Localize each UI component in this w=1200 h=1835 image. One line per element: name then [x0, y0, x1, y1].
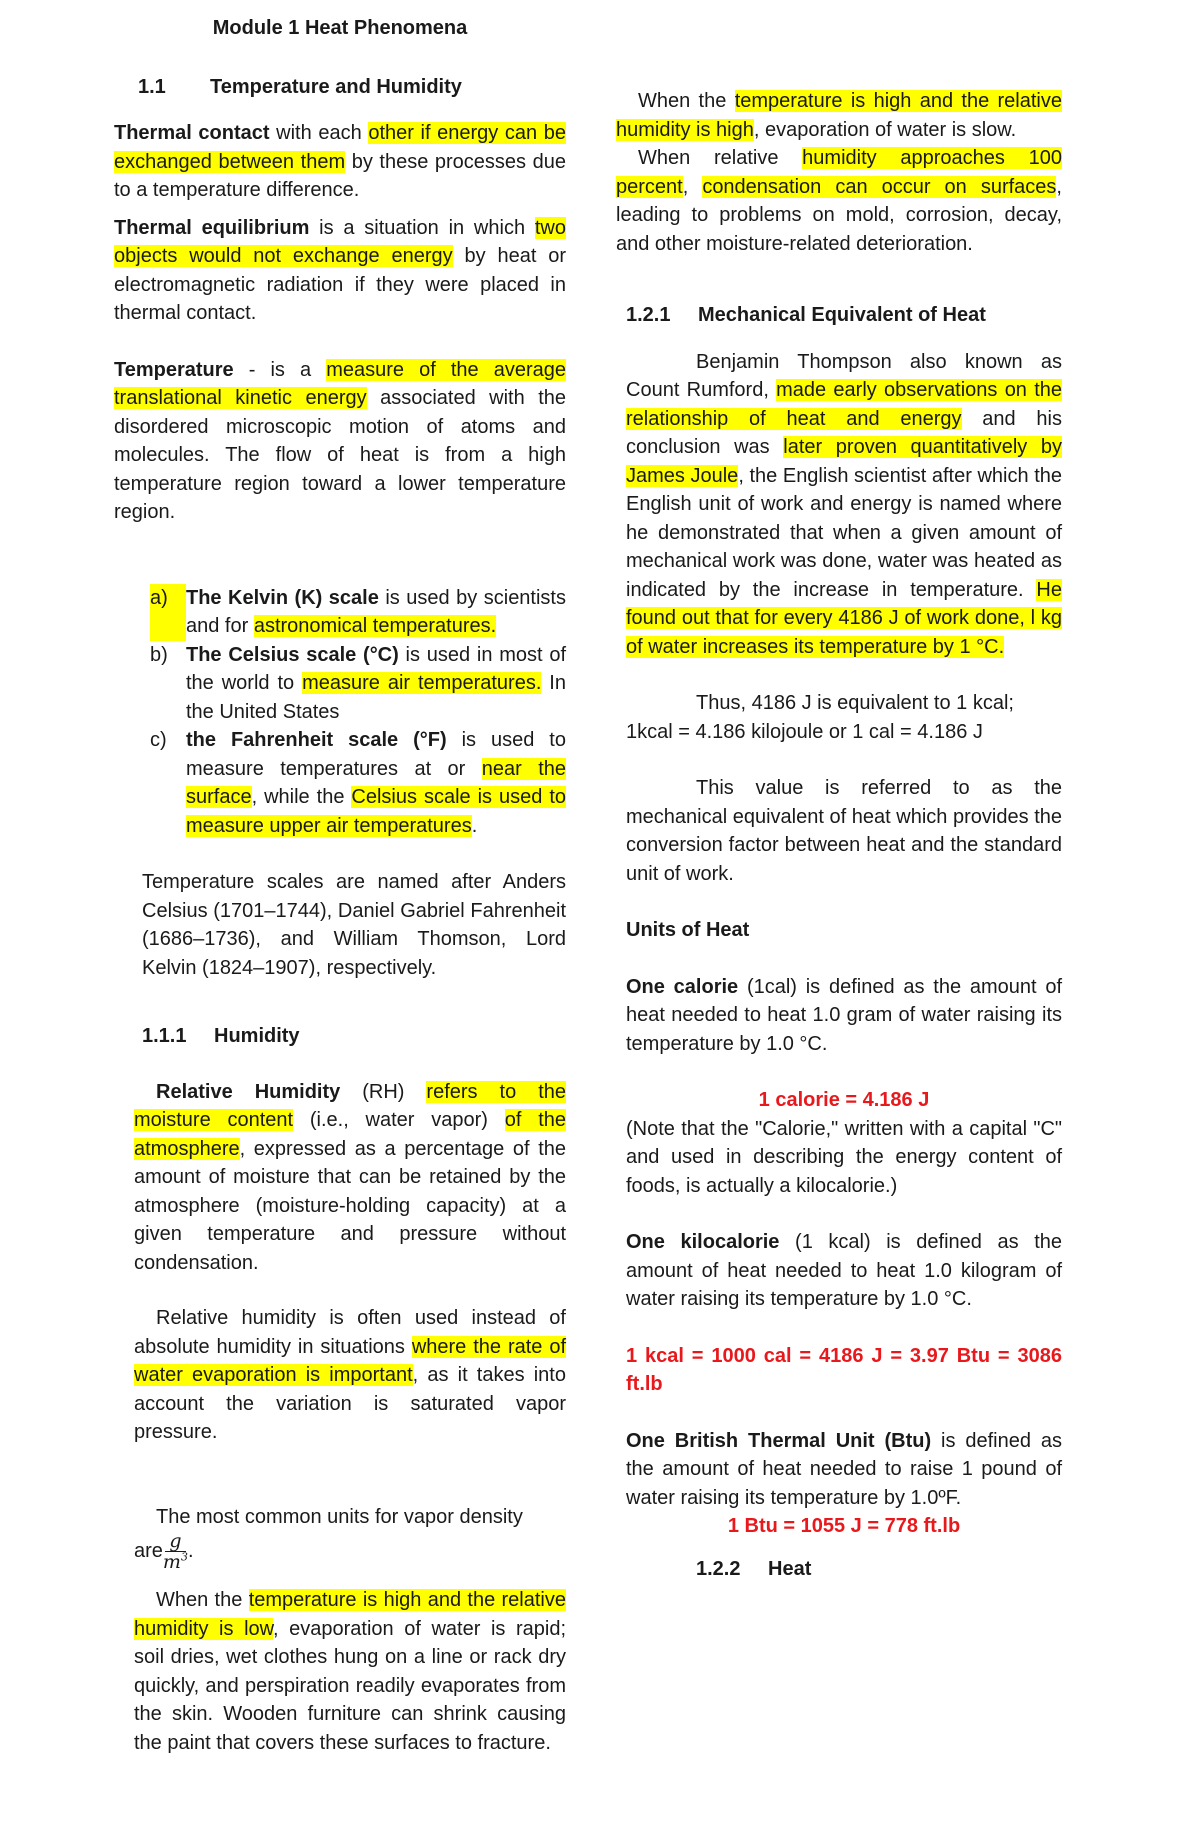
list-marker: b): [150, 643, 168, 666]
term-thermal-equilibrium: Thermal equilibrium: [114, 216, 310, 239]
list-marker: a): [150, 584, 186, 641]
left-column: [114, 14, 566, 1757]
scale-term: The Celsius scale (°C): [186, 643, 399, 666]
highlight: temperature is high and the relative humidity is low: [134, 1589, 566, 1640]
text-span: , while the: [251, 786, 352, 808]
text-span: In the United States: [186, 672, 566, 723]
section-number: 1.2.2: [696, 1557, 741, 1580]
highlight: refers to the moisture content: [134, 1080, 566, 1131]
vapor-density-paragraph: [134, 1503, 566, 1532]
text-span: , leading to problems on mold, corrosion, decay, and other moisture-related deterioration.: [616, 175, 1062, 255]
term-temperature: Temperature: [114, 358, 234, 381]
rh-usage-paragraph: [134, 1304, 566, 1447]
text-span: (RH): [340, 1080, 427, 1103]
text-span: , expressed as a percentage of the amount of moisture that can be retained by the atmosphere (moisture-holding capacity) at a given temperature and pressure without condensation.: [134, 1137, 566, 1274]
term-relative-humidity: Relative Humidity: [156, 1080, 341, 1103]
section-heading-1-2-2: [696, 1555, 1062, 1584]
highlight: other if energy can be exchanged between them: [114, 122, 567, 173]
text-span: (1cal) is defined as the amount of heat needed to heat 1.0 gram of water raising its temperature by 1.0 °C.: [626, 975, 1063, 1055]
units-of-heat-heading: Units of Heat: [626, 919, 750, 941]
units-fraction: [163, 1531, 188, 1572]
text-span: are: [134, 1539, 163, 1562]
highlight: of the atmosphere: [134, 1109, 567, 1160]
highlight: temperature is high and the relative humidity is high: [616, 90, 1062, 141]
approach-100-paragraph: [616, 144, 1062, 258]
highlight: later proven quantitatively by James Joule: [626, 436, 1063, 487]
vapor-density-units: [134, 1531, 566, 1572]
highlight: made early observations on the relationship of heat and energy: [626, 379, 1062, 430]
text-span: (i.e., water vapor): [293, 1109, 505, 1131]
term-one-calorie: One calorie: [626, 975, 739, 998]
text-span: associated with the disordered microscopic motion of atoms and molecules. The flow of heat is from a high temperature region toward a lower temperature region.: [114, 387, 567, 523]
section-number: 1.1.1: [142, 1025, 187, 1047]
right-column: [616, 14, 1063, 1583]
section-number: 1.1: [138, 75, 166, 98]
section-title: Heat: [768, 1557, 812, 1580]
one-calorie-paragraph: [626, 973, 1062, 1059]
text-span: ,: [682, 175, 703, 198]
text-span: Benjamin Thompson also known as Count Rumford,: [626, 350, 1062, 401]
highlight: measure air temperatures.: [302, 672, 542, 694]
text-span: and his conclusion was: [626, 407, 1062, 458]
text-span: , the English scientist after which the English unit of work and energy is named where he demonstrated that when a given amount of mechanical work was done, water was heated as indicated by the increase in temperature.: [626, 464, 1062, 601]
scale-term: The Kelvin (K) scale: [186, 586, 379, 609]
text-span: is used by scientists and for: [186, 586, 566, 637]
term-one-kilocalorie: One kilocalorie: [626, 1231, 780, 1253]
highlight: He found out that for every 4186 J of work done, l kg of water increases its temperature by 1 °C.: [626, 578, 1062, 658]
relative-humidity-paragraph: [134, 1078, 566, 1278]
scales-named-paragraph: Temperature scales are named after Anders Celsius (1701–1744), Daniel Gabriel Fahrenheit (1686–1736), and William Thomson, Lord Kelvin (1824–1907), respectively.: [142, 871, 566, 979]
section-heading-1-1-1: [142, 1022, 566, 1051]
text-span: When the: [156, 1589, 249, 1611]
section-number: 1.2.1: [626, 304, 671, 326]
temperature-scales-list: [150, 584, 566, 841]
text-span: - is a: [233, 358, 327, 381]
btu-equation: 1 Btu = 1055 J = 778 ft.lb: [727, 1515, 961, 1537]
list-marker: c): [150, 729, 167, 751]
btu-paragraph: [626, 1427, 1062, 1513]
list-item-celsius: [150, 641, 566, 727]
text-span: , evaporation of water is rapid; soil dries, wet clothes hung on a line or rack dry quickly, and perspiration readily evaporates from the skin. Wooden furniture can shrink causing the paint that covers these surfaces to fracture.: [134, 1617, 567, 1754]
section-heading-1-1: [138, 73, 566, 102]
term-thermal-contact: Thermal contact: [114, 122, 270, 144]
low-humidity-paragraph: [134, 1586, 566, 1757]
kcal-equation: 1 kcal = 1000 cal = 4186 J = 3.97 Btu = 3086 ft.lb: [626, 1344, 1062, 1395]
calorie-equation: 1 calorie = 4.186 J: [758, 1089, 930, 1111]
section-title: Mechanical Equivalent of Heat: [698, 304, 986, 326]
list-item-fahrenheit: [150, 726, 566, 840]
module-title: Module 1 Heat Phenomena: [212, 17, 468, 39]
list-item-text: [186, 584, 566, 641]
text-span: with each: [269, 122, 369, 144]
highlight: humidity approaches 100 percent: [616, 147, 1062, 198]
highlight: two objects would not exchange energy: [114, 216, 566, 267]
fraction-denominator: [163, 1552, 188, 1572]
thermal-contact-paragraph: [114, 119, 566, 205]
exponent: 3: [180, 1550, 188, 1564]
highlight: where the rate of water evaporation is important: [134, 1335, 567, 1386]
fraction-numerator: g: [165, 1531, 185, 1552]
one-kilocalorie-paragraph: [626, 1228, 1062, 1314]
text-span: Relative humidity is often used instead of absolute humidity in situations: [134, 1307, 566, 1358]
highlight: astronomical temperatures.: [253, 615, 497, 637]
section-title: Humidity: [214, 1025, 300, 1047]
high-humidity-paragraph: [616, 87, 1062, 144]
list-item-text: [186, 641, 566, 727]
thus-line-2: 1kcal = 4.186 kilojoule or 1 cal = 4.186 J: [626, 720, 983, 743]
list-item-text: [186, 726, 566, 840]
highlight: Celsius scale is used to measure upper air temperatures: [186, 786, 566, 837]
text-span: , as it takes into account the variation is saturated vapor pressure.: [134, 1364, 566, 1443]
text-span: When the: [638, 90, 735, 112]
text-span: m: [162, 1551, 181, 1573]
text-span: .: [187, 1539, 194, 1562]
text-span: When relative: [638, 147, 803, 169]
thermal-equilibrium-paragraph: [114, 214, 566, 328]
scale-term: the Fahrenheit scale (°F): [186, 729, 447, 751]
calorie-note: (Note that the "Calorie," written with a capital "C" and used in describing the energy content of foods, is actually a kilocalorie.): [626, 1117, 1062, 1197]
text-span: by heat or electromagnetic radiation if they were placed in thermal contact.: [114, 245, 566, 324]
text-span: (1 kcal) is defined as the amount of heat needed to heat 1.0 kilogram of water raising its temperature by 1.0 °C.: [626, 1231, 1062, 1310]
mechanical-equivalent-paragraph: This value is referred to as the mechanical equivalent of heat which provides the conversion factor between heat and the standard unit of work.: [626, 777, 1062, 885]
section-title: Temperature and Humidity: [210, 75, 462, 98]
text-span: is a situation in which: [309, 216, 535, 239]
text-span: , evaporation of water is slow.: [753, 118, 1017, 141]
text-span: by these processes due to a temperature difference.: [114, 150, 566, 201]
section-heading-1-2-1: [626, 301, 1062, 330]
text-span: is used in most of the world to: [186, 643, 566, 694]
thus-line-1: Thus, 4186 J is equivalent to 1 kcal;: [696, 692, 1014, 714]
term-btu: One British Thermal Unit (Btu): [626, 1429, 932, 1452]
highlight: near the surface: [186, 757, 566, 808]
text-span: is defined as the amount of heat needed to raise 1 pound of water raising its temperature by 1.0ºF.: [626, 1429, 1062, 1509]
rumford-paragraph: [626, 348, 1062, 662]
highlight: measure of the average translational kinetic energy: [114, 358, 566, 409]
text-span: is used to measure temperatures at or: [186, 729, 566, 780]
temperature-paragraph: [114, 356, 566, 527]
text-span: .: [471, 814, 478, 837]
list-item-kelvin: [150, 584, 566, 641]
text-span: The most common units for vapor density: [156, 1505, 523, 1528]
highlight: condensation can occur on surfaces: [702, 175, 1057, 198]
